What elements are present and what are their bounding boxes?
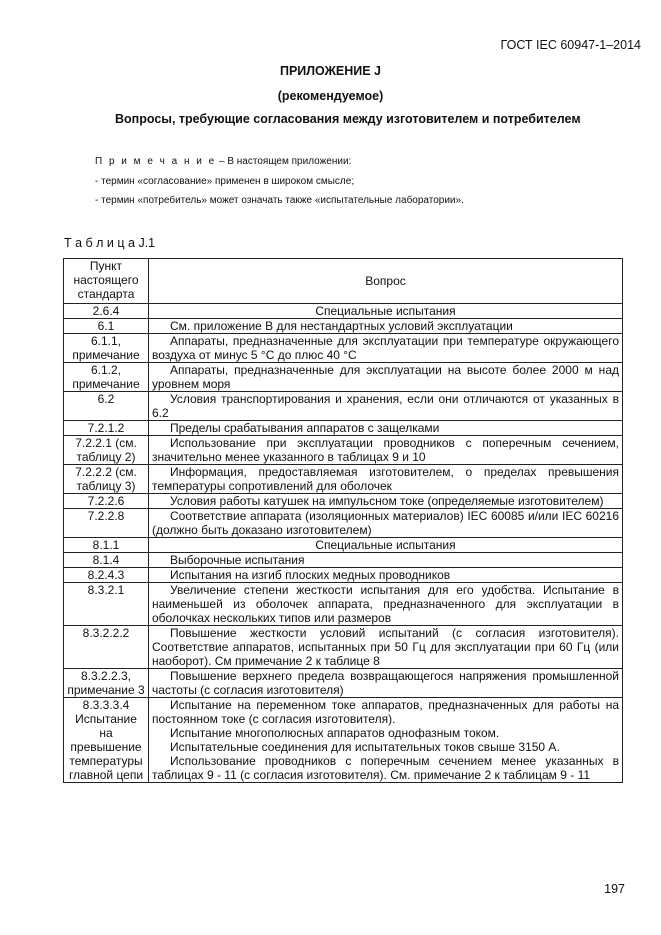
- question-paragraph: Выборочные испытания: [170, 553, 305, 567]
- question-paragraph: Испытание на переменном токе аппаратов, предназначенных для работы на постоянном токе (с согласия изготовителя).: [152, 698, 619, 726]
- note-line-1: - термин «согласование» применен в широком смысле;: [95, 176, 355, 187]
- table-row: [64, 392, 623, 421]
- clause-cell: 8.1.4: [64, 553, 149, 568]
- table-row: [64, 509, 623, 538]
- table-row: [64, 436, 623, 465]
- clause-cell: 7.2.2.6: [64, 494, 149, 509]
- table-header-row: [64, 259, 623, 304]
- table-row: [64, 494, 623, 509]
- page-number: 197: [604, 882, 625, 896]
- question-cell: [149, 568, 623, 583]
- table-row: [64, 334, 623, 363]
- question-cell: [149, 363, 623, 392]
- clause-cell: 6.1: [64, 319, 149, 334]
- standard-designation: ГОСТ IEC 60947-1–2014: [500, 38, 641, 52]
- question-cell: [149, 319, 623, 334]
- question-paragraph: Пределы срабатывания аппаратов с защелками: [170, 421, 440, 435]
- question-cell: [149, 436, 623, 465]
- table-row: [64, 698, 623, 783]
- question-paragraph: Увеличение степени жесткости испытания для его удобства. Испытание в наименьшей из оболочек аппарата, предназначенного для эксплуатации в оболочках нескольких типов или размеров: [152, 583, 619, 625]
- question-paragraph: Использование при эксплуатации проводников с поперечным сечением, значительно менее указанного в таблицах 9 и 10: [152, 436, 619, 464]
- note-intro: [95, 156, 351, 167]
- question-cell: [149, 334, 623, 363]
- clause-cell: 8.3.2.2.2: [64, 626, 149, 669]
- table-caption: Т а б л и ц а J.1: [64, 236, 156, 250]
- table-row: [64, 421, 623, 436]
- question-cell: [149, 421, 623, 436]
- question-paragraph: Информация, предоставляемая изготовителем, о пределах превышения температуры сопротивлений для оболочек: [152, 465, 619, 493]
- question-cell: [149, 304, 623, 319]
- clause-cell: 2.6.4: [64, 304, 149, 319]
- table-row: [64, 304, 623, 319]
- question-cell: [149, 465, 623, 494]
- question-cell: [149, 626, 623, 669]
- note-intro-text: – В настоящем приложении:: [216, 156, 352, 167]
- question-paragraph: Испытания на изгиб плоских медных проводников: [170, 568, 451, 582]
- question-cell: [149, 553, 623, 568]
- clause-cell: 6.2: [64, 392, 149, 421]
- clause-cell: 7.2.2.8: [64, 509, 149, 538]
- question-cell: [149, 392, 623, 421]
- table-row: [64, 583, 623, 626]
- question-paragraph: Использование проводников с поперечным сечением менее указанных в таблицах 9 - 11 (с согласия изготовителя). См. примечание 2 к таблицам 9 - 11: [152, 754, 619, 782]
- question-cell: [149, 583, 623, 626]
- question-paragraph: Соответствие аппарата (изоляционных материалов) IEC 60085 и/или IEC 60216 (должно быть доказано изготовителем): [152, 509, 619, 537]
- appendix-heading: Вопросы, требующие согласования между изготовителем и потребителем: [115, 112, 581, 126]
- clause-cell: 7.2.2.1 (см. таблицу 2): [64, 436, 149, 465]
- question-cell: [149, 538, 623, 553]
- note-label: П р и м е ч а н и е: [95, 156, 217, 167]
- question-cell: [149, 669, 623, 698]
- question-paragraph: Аппараты, предназначенные для эксплуатации при температуре окружающего воздуха от минус 5 °С до плюс 40 °С: [152, 334, 619, 362]
- question-cell: [149, 698, 623, 783]
- clause-cell: 8.3.2.2.3, примечание 3: [64, 669, 149, 698]
- appendix-subtitle: (рекомендуемое): [277, 89, 384, 103]
- clause-cell: 7.2.1.2: [64, 421, 149, 436]
- question-paragraph: Специальные испытания: [315, 538, 456, 552]
- question-cell: [149, 494, 623, 509]
- questions-table: [63, 258, 623, 783]
- clause-cell: 8.2.4.3: [64, 568, 149, 583]
- question-paragraph: См. приложение В для нестандартных условий эксплуатации: [170, 319, 513, 333]
- clause-cell: 8.3.2.1: [64, 583, 149, 626]
- clause-cell: 6.1.1, примечание: [64, 334, 149, 363]
- question-paragraph: Испытание многополюсных аппаратов однофазным током.: [170, 726, 500, 740]
- question-paragraph: Испытательные соединения для испытательных токов свыше 3150 А.: [170, 740, 560, 754]
- clause-cell: 8.1.1: [64, 538, 149, 553]
- table-row: [64, 626, 623, 669]
- question-paragraph: Специальные испытания: [315, 304, 456, 318]
- header-clause: Пункт настоящего стандарта: [64, 259, 149, 304]
- clause-cell: 6.1.2, примечание: [64, 363, 149, 392]
- table-row: [64, 568, 623, 583]
- header-question: Вопрос: [149, 259, 623, 304]
- table-row: [64, 319, 623, 334]
- table-row: [64, 465, 623, 494]
- note-line-2: - термин «потребитель» может означать также «испытательные лаборатории».: [95, 195, 464, 206]
- appendix-title: ПРИЛОЖЕНИЕ J: [279, 64, 382, 78]
- clause-cell: 8.3.3.3.4 Испытание на превышение температуры главной цепи: [64, 698, 149, 783]
- table-row: [64, 538, 623, 553]
- question-paragraph: Аппараты, предназначенные для эксплуатации на высоте более 2000 м над уровнем моря: [152, 363, 619, 391]
- question-cell: [149, 509, 623, 538]
- question-paragraph: Условия работы катушек на импульсном токе (определяемые изготовителем): [170, 494, 604, 508]
- table-row: [64, 553, 623, 568]
- question-paragraph: Условия транспортирования и хранения, если они отличаются от указанных в 6.2: [152, 392, 619, 420]
- table-row: [64, 363, 623, 392]
- question-paragraph: Повышение верхнего предела возвращающегося напряжения промышленной частоты (с согласия изготовителя): [152, 669, 619, 697]
- question-paragraph: Повышение жесткости условий испытаний (с согласия изготовителя). Соответствие аппаратов, испытанных при 50 Гц для эксплуатации при 60 Гц (или наоборот). См примечание 2 к таблице 8: [152, 626, 619, 668]
- clause-cell: 7.2.2.2 (см. таблицу 3): [64, 465, 149, 494]
- table-row: [64, 669, 623, 698]
